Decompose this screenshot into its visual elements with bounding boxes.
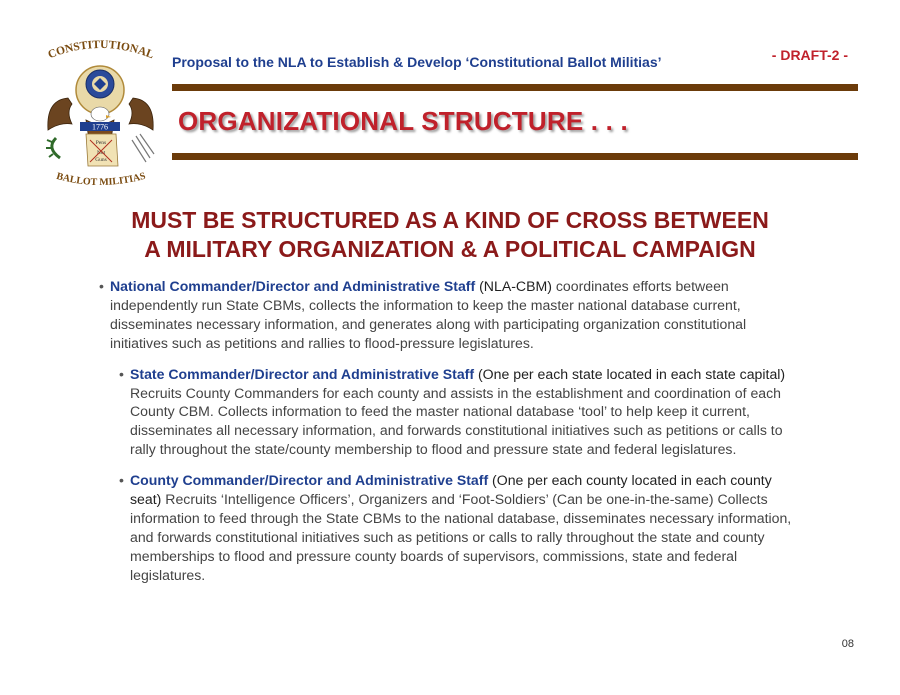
item-body: Recruits County Commanders for each county and assists in the establishment and coordination of each County CBM. Collects information to feed the master national database ‘tool’ to help keep it current, disseminates all necessary information, and forwards constitutional initiatives such as petitions or calls to rally throughout the state/county membership to flood and pressure state and federal legislatures. [130, 384, 783, 458]
headline-line-2: A MILITARY ORGANIZATION & A POLITICAL CAMPAIGN [144, 236, 756, 262]
list-item-national [99, 277, 799, 353]
item-paren: (One per each state located in each state capital) [474, 365, 786, 382]
draft-label: - DRAFT-2 - [771, 47, 848, 63]
svg-text:BALLOT MILITIAS [55, 171, 147, 188]
logo-top-text: CONSTITUTIONAL [46, 38, 156, 62]
list-item-state [119, 365, 799, 460]
headline [40, 206, 860, 264]
proposal-heading: Proposal to the NLA to Establish & Develop ‘Constitutional Ballot Militias’ [172, 54, 662, 70]
item-lead: State Commander/Director and Administrative Staff [130, 365, 475, 382]
bullet-icon: • [99, 278, 104, 294]
bottom-divider [172, 153, 858, 160]
item-paren: (NLA-CBM) [475, 278, 552, 294]
svg-text:CONSTITUTIONAL [46, 39, 155, 61]
constitutional-ballot-militias-logo [38, 38, 163, 190]
headline-line-1: MUST BE STRUCTURED AS A KIND OF CROSS BETWEEN [131, 207, 769, 233]
logo-year: 1776 [92, 122, 108, 132]
item-lead: National Commander/Director and Administrative Staff [110, 278, 476, 294]
bullet-icon: • [119, 472, 124, 489]
logo-scroll-line2: Not [96, 150, 106, 156]
slide-title: ORGANIZATIONAL STRUCTURE . . . [178, 106, 628, 136]
item-body: coordinates efforts between independently run State CBMs, collects the information to keep the master national database current, disseminates necessary information, and generates along with participating organization constitutional initiatives such as petitions and rallies to flood-pressure legislatures. [110, 278, 747, 351]
page-number: 08 [841, 638, 854, 650]
item-body: Recruits ‘Intelligence Officers’, Organizers and ‘Foot-Soldiers’ (Can be one-in-the-same) Collects information to feed through the State CBMs to the national database, disseminates necessary information, and forwards constitutional initiatives such as petitions or calls to rally throughout the state and county memberships to flood and pressure county boards of supervisors, commissions, state and federal legislatures. [130, 491, 792, 583]
logo-scroll-line3: Guns [95, 157, 107, 163]
top-divider [172, 84, 858, 91]
logo-bottom-text: BALLOT MILITIAS [55, 170, 147, 189]
eagle-seal-icon [38, 38, 163, 190]
bullet-icon: • [119, 365, 124, 382]
logo-scroll-line1: Pens [95, 140, 107, 146]
item-lead: County Commander/Director and Administrative Staff [130, 472, 489, 489]
bullet-list [99, 277, 799, 585]
item-paren: (One per each county located in each county seat) [130, 472, 772, 508]
list-item-county [119, 471, 799, 584]
